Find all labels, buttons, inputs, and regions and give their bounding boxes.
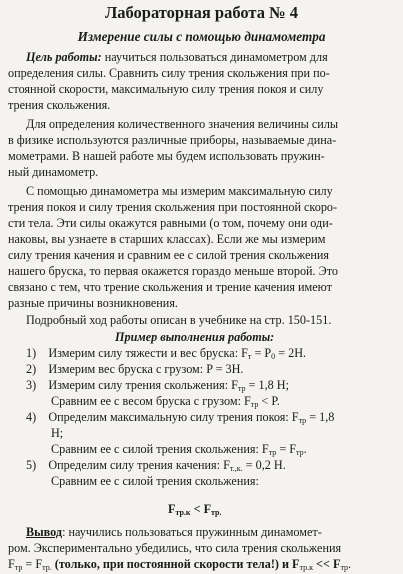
conclusion-text-1: научились пользоваться пружинным динамомет- [65,525,322,539]
conclusion-period: . [348,557,352,571]
goal-text: научиться пользоваться динамометром для [104,50,328,64]
goal-line-4: трения скольжения. [8,98,111,112]
p3-line: Подробный ход работы описан в учебнике на стр. 150-151. [26,313,332,327]
step-4b [51,442,307,457]
conclusion-line-1 [26,525,322,540]
step-4 [26,410,334,425]
example-heading: Пример выполнения работы: [115,330,275,344]
step-4b-tail: = F [276,442,297,456]
conclusion-label: Вывод [26,525,63,539]
conclusion-sub-1: тр [14,563,23,572]
step-5b: Сравним ее с силой трения скольжения: [51,474,259,488]
p2-line-5: силу трения качения и сравним ее с силой трения скольжения [8,248,330,262]
formula-sub-1: тр.к [175,508,191,517]
step-4-sub: тр [298,416,307,425]
step-5-tail: = 0,2 Н. [242,458,286,472]
conclusion-sub-4: тр [340,563,349,572]
comparison-formula [168,502,222,517]
step-4b-sub: тр [268,448,277,457]
step-3b-text: Сравним ее с весом бруска с грузом: F [51,394,251,408]
p2-line-8: разные причины возникновения. [8,296,178,310]
page-title: Лабораторная работа № 4 [104,3,299,22]
conclusion-f1: F [8,557,15,571]
formula-sub-2: тр. [211,508,222,517]
step-4-number: 4) [26,410,37,424]
conclusion-eq: = F [22,557,43,571]
formula-f1: F [168,502,176,516]
step-3-number: 3) [26,378,37,392]
p2-line-4: наковы, вы узнаете в старших классах). Если же мы измерим [8,232,326,246]
step-5 [26,458,286,473]
p1-line-2: в физике используются различные приборы, называемые дина- [8,133,337,147]
step-3b-tail: < P. [258,394,280,408]
step-3b-sub: тр [250,400,259,409]
step-1-sub: т [247,352,252,361]
conclusion-line-3 [8,557,351,572]
step-4b-sub2: тр [296,448,304,457]
goal-line-1 [26,50,328,65]
goal-line-3: стоянной скорости, максимальную силу трения покоя и силу [8,82,324,96]
step-1 [26,346,306,361]
conclusion-sub-2: тр. [42,563,52,572]
p1-line-4: ный динамометр. [8,165,99,179]
p2-line-6: нашего бруска, то первая окажется гораздо меньше второй. Это [8,264,338,278]
formula-op: < F [190,502,212,516]
conclusion-colon: : [62,525,66,539]
p2-line-1: С помощью динамометра мы измерим максимальную силу [26,184,333,198]
step-5-sub: т.,к. [229,464,243,473]
conclusion-sub-3: тр.к [299,563,313,572]
step-3-sub: тр [237,384,246,393]
p1-line-1: Для определения количественного значения величины силы [26,117,339,131]
conclusion-ll: << F [313,557,341,571]
step-1-number: 1) [26,346,37,360]
p2-line-2: трения покоя и силу трения скольжения при постоянной скоро- [8,200,338,214]
goal-label: Цель работы: [26,50,102,64]
conclusion-note: (только, при постоянной скорости тела!) и F [51,557,300,571]
p2-line-7: связано с тем, что трение скольжения и трение качения имеют [8,280,332,294]
step-4-continuation: Н; [51,426,64,440]
step-3-text: Измерим силу трения скольжения: F [48,378,238,392]
page-subtitle: Измерение силы с помощью динамометра [77,29,326,44]
step-1-sub2: 0 [271,352,276,361]
step-5-number: 5) [26,458,37,472]
step-4-tail: = 1,8 [306,410,335,424]
step-4b-text: Сравним ее с силой трения скольжения: F [51,442,269,456]
step-5-text: Определим силу трения качения: F [48,458,230,472]
step-3b [51,394,280,409]
step-1-tail: = P [251,346,272,360]
step-2-number: 2) [26,362,37,376]
step-2-text: Измерим вес бруска с грузом: P = 3Н. [48,362,244,376]
step-2 [26,362,243,377]
step-3 [26,378,289,393]
step-1-tail2: = 2Н. [275,346,307,360]
goal-line-2: определения силы. Сравнить силу трения скольжения при по- [8,66,330,80]
step-4-text: Определим максимальную силу трения покоя: F [48,410,299,424]
conclusion-line-2: ром. Экспериментально убедились, что сила трения скольжения [8,541,342,555]
p1-line-3: мометрами. В нашей работе мы будем использовать пружин- [8,149,325,163]
step-4b-tail2: . [303,442,307,456]
step-3-tail: = 1,8 Н; [245,378,289,392]
step-1-text: Измерим силу тяжести и вес бруска: F [48,346,248,360]
p2-line-3: сти тела. Эти силы окажутся равными (о том, почему они оди- [8,216,333,230]
